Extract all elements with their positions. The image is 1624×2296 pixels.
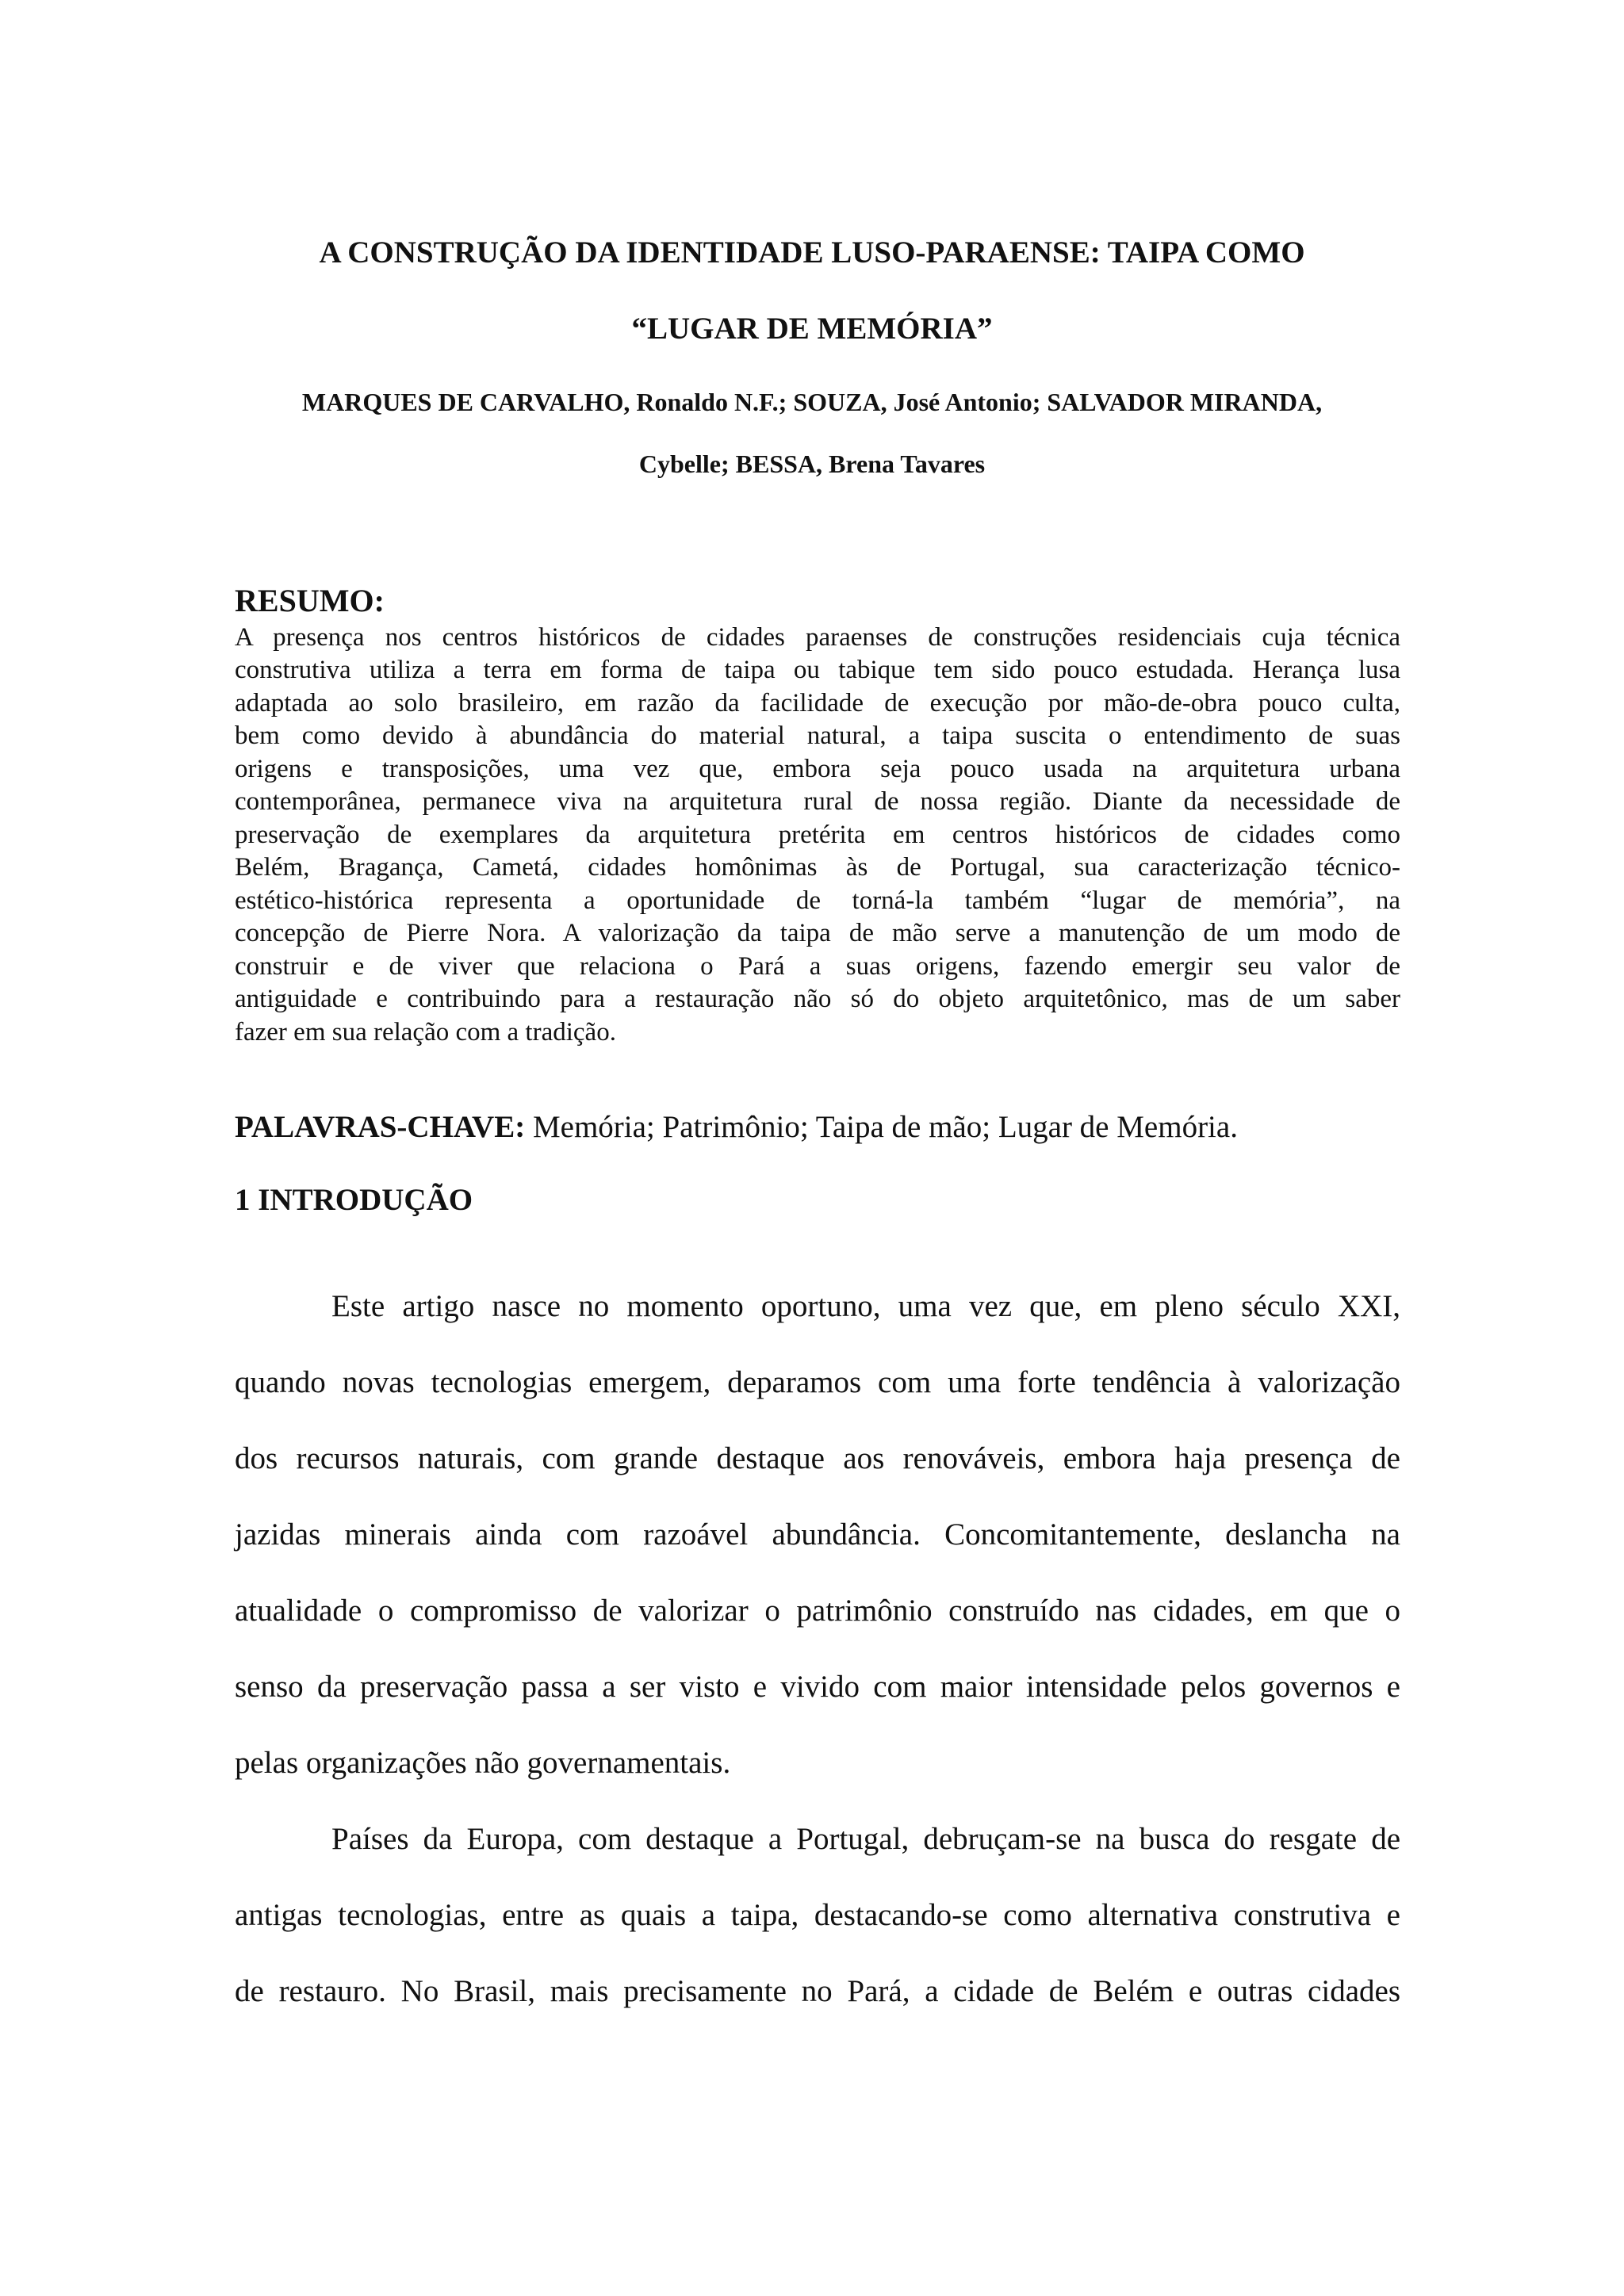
abstract-line: fazer em sua relação com a tradição. — [235, 1018, 616, 1047]
body-line: dos recursos naturais, com grande destaque aos renováveis, embora haja presença de — [235, 1441, 1400, 1475]
body-line: atualidade o compromisso de valorizar o patrimônio construído nas cidades, em que o — [235, 1594, 1400, 1628]
abstract-line: bem como devido à abundância do material natural, a taipa suscita o entendimento de suas — [235, 721, 1400, 750]
body-line: antigas tecnologias, entre as quais a taipa, destacando-se como alternativa construtiva e — [235, 1898, 1400, 1932]
title-line-2: “LUGAR DE MEMÓRIA” — [631, 312, 993, 346]
keywords-label: PALAVRAS-CHAVE: — [235, 1110, 526, 1144]
keywords — [235, 1108, 1238, 1146]
abstract-line: construir e de viver que relaciona o Pará a suas origens, fazendo emergir seu valor de — [235, 952, 1400, 981]
abstract-line: concepção de Pierre Nora. A valorização da taipa de mão serve a manutenção de um modo de — [235, 919, 1400, 947]
body-line: de restauro. No Brasil, mais precisamente no Pará, a cidade de Belém e outras cidades — [235, 1974, 1400, 2008]
abstract-heading: RESUMO: — [235, 583, 385, 618]
authors-line-2: Cybelle; BESSA, Brena Tavares — [638, 450, 986, 478]
keywords-text: Memória; Patrimônio; Taipa de mão; Lugar de Memória. — [525, 1110, 1238, 1144]
body-line: senso da preservação passa a ser visto e vivido com maior intensidade pelos governos e — [235, 1670, 1400, 1704]
abstract-line: adaptada ao solo brasileiro, em razão da facilidade de execução por mão-de-obra pouco culta, — [235, 689, 1400, 718]
abstract-line: A presença nos centros históricos de cidades paraenses de construções residenciais cuja técnica — [235, 623, 1400, 652]
abstract-line: construtiva utiliza a terra em forma de taipa ou tabique tem sido pouco estudada. Herança lusa — [235, 656, 1400, 684]
body-line: pelas organizações não governamentais. — [235, 1746, 731, 1780]
abstract-line: antiguidade e contribuindo para a restauração não só do objeto arquitetônico, mas de um saber — [235, 985, 1400, 1013]
abstract-line: origens e transposições, uma vez que, embora seja pouco usada na arquitetura urbana — [235, 755, 1400, 783]
abstract-line: contemporânea, permanece viva na arquitetura rural de nossa região. Diante da necessidade de — [235, 787, 1400, 816]
authors-line-1: MARQUES DE CARVALHO, Ronaldo N.F.; SOUZA, José Antonio; SALVADOR MIRANDA, — [301, 388, 1323, 416]
body-line: quando novas tecnologias emergem, deparamos com uma forte tendência à valorização — [235, 1365, 1400, 1399]
body-line: Este artigo nasce no momento oportuno, uma vez que, em pleno século XXI, — [331, 1289, 1400, 1323]
abstract-line: estético-histórica representa a oportunidade de torná-la também “lugar de memória”, na — [235, 886, 1400, 915]
title-line-1: A CONSTRUÇÃO DA IDENTIDADE LUSO-PARAENSE: TAIPA COMO — [319, 235, 1305, 270]
section-heading-introduction: 1 INTRODUÇÃO — [235, 1183, 473, 1217]
body-line: jazidas minerais ainda com razoável abundância. Concomitantemente, deslancha na — [235, 1517, 1400, 1552]
abstract-line: Belém, Bragança, Cametá, cidades homônimas às de Portugal, sua caracterização técnico- — [235, 853, 1400, 882]
body-line: Países da Europa, com destaque a Portugal, debruçam-se na busca do resgate de — [331, 1822, 1400, 1856]
abstract-line: preservação de exemplares da arquitetura pretérita em centros históricos de cidades como — [235, 821, 1400, 849]
